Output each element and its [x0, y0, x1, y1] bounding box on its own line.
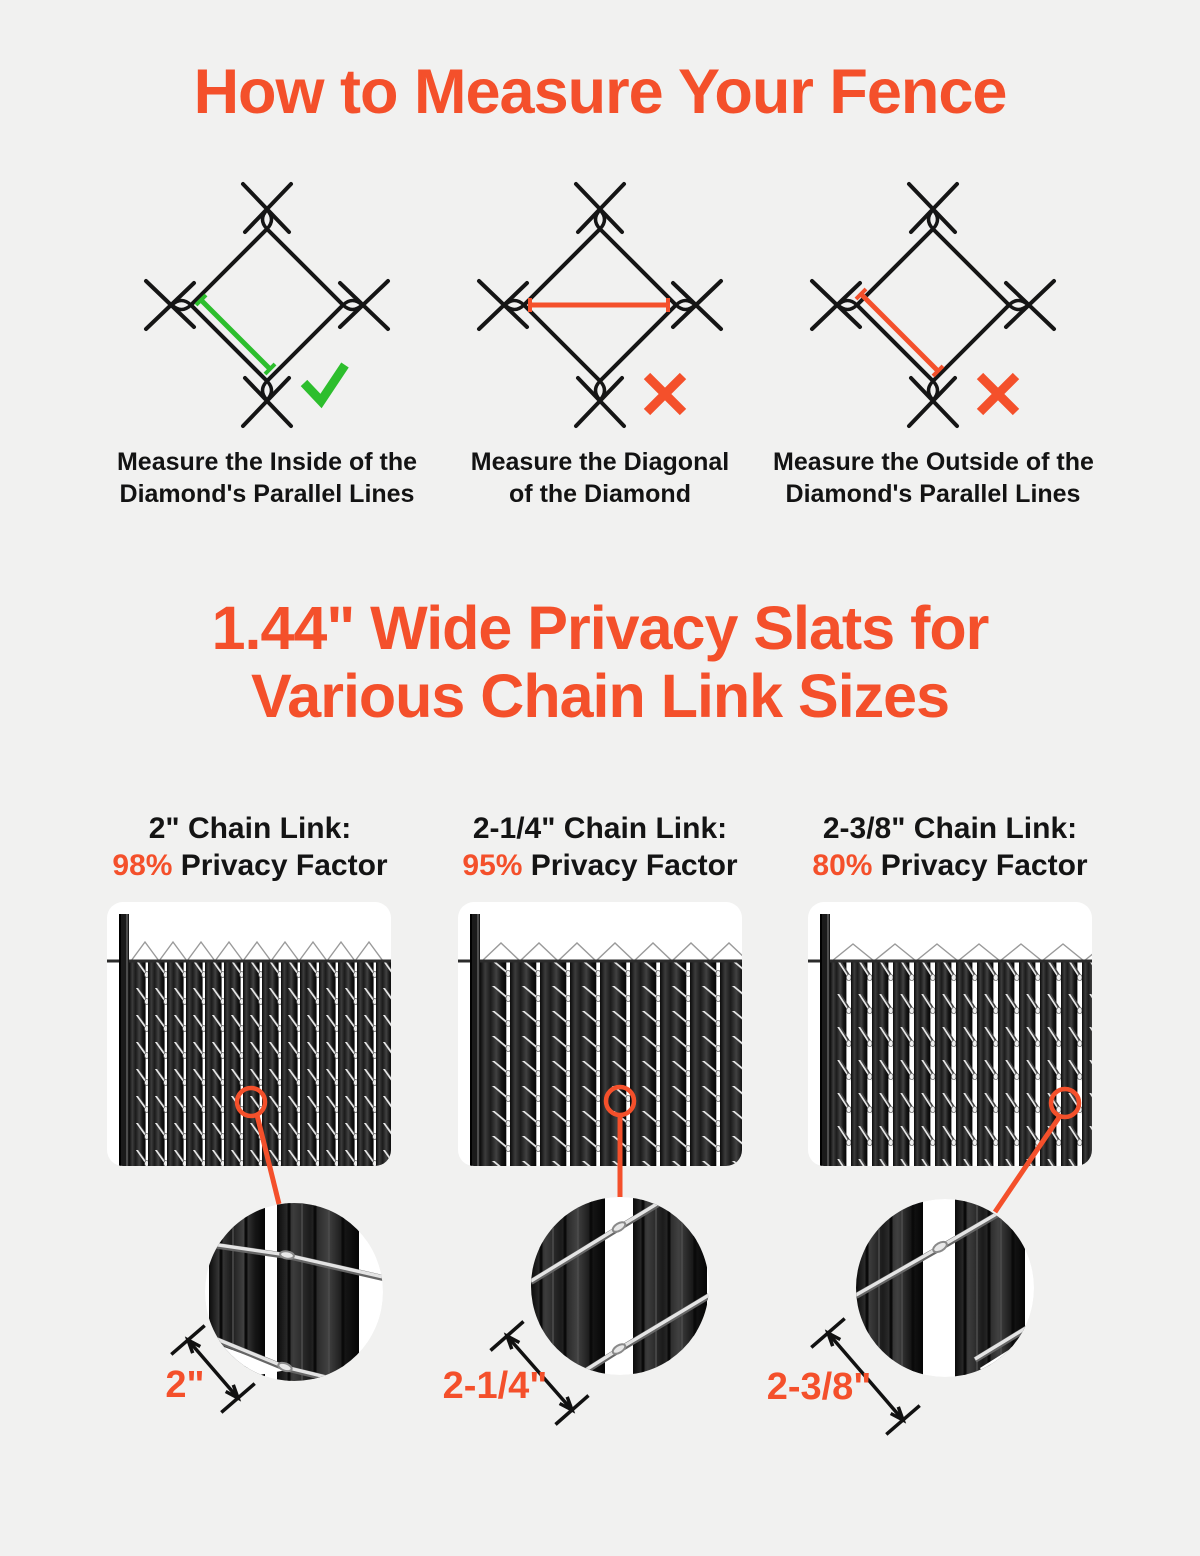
column-header [75, 807, 425, 885]
fence-diamond-diagram [107, 180, 427, 430]
diagram-caption: Measure the Outside of the Diamond's Parallel Lines [773, 448, 1094, 508]
section-title: 1.44" Wide Privacy Slats for Various Chain Link Sizes [211, 594, 989, 731]
privacy-factor-label: Privacy Factor [530, 848, 738, 882]
privacy-percent: 80% [812, 848, 873, 882]
measurement-label: 2-1/4" [442, 1365, 548, 1408]
column-header [775, 807, 1125, 885]
measurement-label: 2" [165, 1364, 205, 1407]
zoom-circle [856, 1192, 1034, 1377]
wire-cross-arms [146, 184, 388, 426]
chain-link-mesh [830, 961, 1092, 1166]
privacy-factor-label: Privacy Factor [180, 848, 388, 882]
column-2in [75, 807, 425, 1494]
diagram-measure-inside [107, 180, 427, 510]
measure-diagram-row [0, 180, 1200, 510]
zoom-circle [531, 1172, 709, 1403]
measure-line-inside [196, 295, 275, 374]
diamond-wire [857, 229, 1009, 381]
diagram-measure-diagonal [440, 180, 760, 510]
fence-illustration [425, 898, 775, 1493]
diagram-measure-outside [773, 180, 1093, 510]
chain-size-label: 2" Chain Link: [148, 811, 352, 845]
diagram-caption: Measure the Diagonal of the Diamond [470, 448, 730, 508]
diagram-caption: Measure the Inside of the Diamond's Parallel Lines [116, 448, 418, 508]
chain-size-label: 2-1/4" Chain Link: [472, 811, 728, 845]
fence-diamond-diagram [440, 180, 760, 430]
column-2-3-8in [766, 807, 1125, 1494]
fence-photo-card [458, 902, 748, 1166]
fence-illustration [75, 898, 425, 1493]
column-header [425, 807, 775, 885]
fence-illustration [766, 898, 1125, 1493]
wire-cross-arms [812, 184, 1054, 426]
x-icon [980, 376, 1016, 412]
fence-diamond-diagram [773, 180, 1093, 430]
page-title: How to Measure Your Fence [193, 57, 1007, 127]
measure-line-outside [856, 289, 943, 376]
privacy-columns [0, 807, 1200, 1494]
checkmark-icon [304, 365, 345, 401]
privacy-percent: 95% [462, 848, 523, 882]
measurement-label: 2-3/8" [766, 1366, 872, 1409]
diamond-wire [191, 229, 343, 381]
measure-line-diagonal [530, 298, 668, 312]
privacy-factor-label: Privacy Factor [880, 848, 1088, 882]
fence-photo-card [107, 902, 391, 1166]
zoom-circle [205, 1203, 383, 1390]
chain-link-mesh [480, 961, 742, 1166]
x-icon [647, 376, 683, 412]
chain-size-label: 2-3/8" Chain Link: [822, 811, 1078, 845]
fence-photo-card [808, 902, 1126, 1166]
column-2-1-4in [425, 807, 775, 1494]
privacy-percent: 98% [112, 848, 173, 882]
